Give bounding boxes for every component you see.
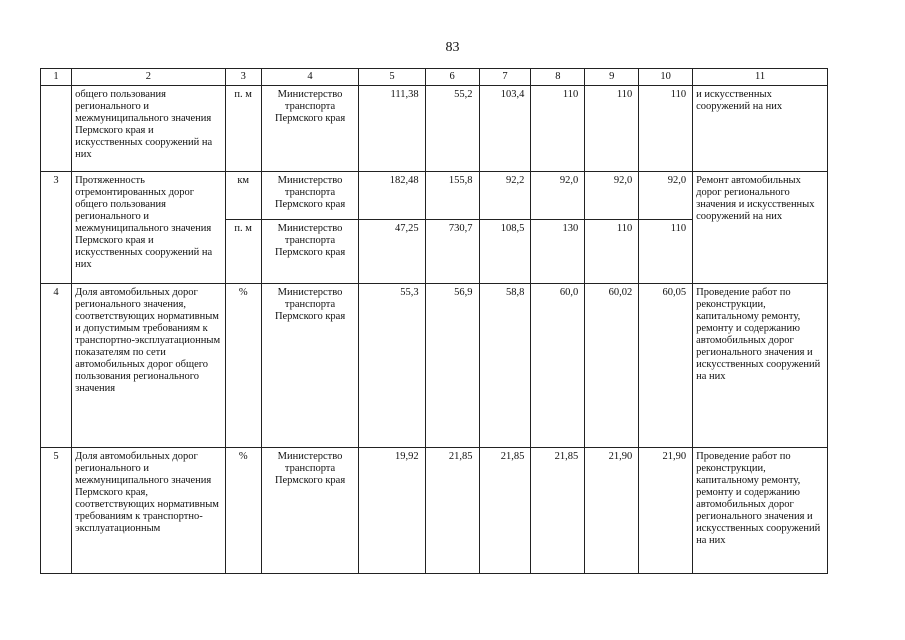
column-header: 10 <box>639 69 693 86</box>
value-col9: 60,02 <box>585 284 639 448</box>
unit: км <box>225 172 261 220</box>
unit: п. м <box>225 86 261 172</box>
value-col9: 110 <box>585 220 639 284</box>
column-header: 2 <box>72 69 225 86</box>
table-row <box>41 284 828 448</box>
value-col6: 55,2 <box>425 86 479 172</box>
column-header: 4 <box>261 69 358 86</box>
value-col7: 92,2 <box>479 172 531 220</box>
unit: % <box>225 284 261 448</box>
row-number <box>41 86 72 172</box>
measures-text: Проведение работ по реконструкции, капитальному ремонту, ремонту и содержанию автомобильных дорог регионального значения и искусственных сооружений на них <box>693 448 828 574</box>
value-col6: 56,9 <box>425 284 479 448</box>
value-col8: 21,85 <box>531 448 585 574</box>
value-col5: 111,38 <box>359 86 425 172</box>
value-col10: 110 <box>639 220 693 284</box>
value-col10: 60,05 <box>639 284 693 448</box>
measures-text: и искусственных сооружений на них <box>693 86 828 172</box>
value-col10: 92,0 <box>639 172 693 220</box>
responsible-body: Министерство транспорта Пермского края <box>261 220 358 284</box>
column-header: 3 <box>225 69 261 86</box>
column-header: 8 <box>531 69 585 86</box>
value-col5: 19,92 <box>359 448 425 574</box>
indicator-name: Доля автомобильных дорог регионального значения, соответствующих нормативным и допустимым требованиям к транспортно-эксплуатационным показателям по сети автомобильных дорог общего пользования регионального значения <box>72 284 225 448</box>
value-col5: 182,48 <box>359 172 425 220</box>
value-col9: 21,90 <box>585 448 639 574</box>
row-number: 5 <box>41 448 72 574</box>
value-col10: 21,90 <box>639 448 693 574</box>
value-col5: 47,25 <box>359 220 425 284</box>
indicator-name: Протяженность отремонтированных дорог общего пользования регионального и межмуниципального значения Пермского края и искусственных сооружений на них <box>72 172 225 284</box>
responsible-body: Министерство транспорта Пермского края <box>261 448 358 574</box>
value-col7: 21,85 <box>479 448 531 574</box>
responsible-body: Министерство транспорта Пермского края <box>261 172 358 220</box>
table-row <box>41 86 828 172</box>
row-number: 3 <box>41 172 72 284</box>
responsible-body: Министерство транспорта Пермского края <box>261 86 358 172</box>
value-col8: 130 <box>531 220 585 284</box>
measures-text: Проведение работ по реконструкции, капитальному ремонту, ремонту и содержанию автомобильных дорог регионального значения и искусственных сооружений на них <box>693 284 828 448</box>
column-header: 9 <box>585 69 639 86</box>
measures-text: Ремонт автомобильных дорог регионального значения и искусственных сооружений на них <box>693 172 828 284</box>
column-header: 6 <box>425 69 479 86</box>
column-header: 1 <box>41 69 72 86</box>
unit: п. м <box>225 220 261 284</box>
value-col9: 92,0 <box>585 172 639 220</box>
value-col10: 110 <box>639 86 693 172</box>
value-col9: 110 <box>585 86 639 172</box>
indicator-name: Доля автомобильных дорог регионального и межмуниципального значения Пермского края, соответствующих нормативным требованиям к транспортно-эксплуатационным <box>72 448 225 574</box>
responsible-body: Министерство транспорта Пермского края <box>261 284 358 448</box>
indicator-name: общего пользования регионального и межмуниципального значения Пермского края и искусственных сооружений на них <box>72 86 225 172</box>
column-header: 7 <box>479 69 531 86</box>
value-col6: 730,7 <box>425 220 479 284</box>
column-header-row <box>41 69 828 86</box>
value-col5: 55,3 <box>359 284 425 448</box>
page-number: 83 <box>445 40 460 55</box>
unit: % <box>225 448 261 574</box>
value-col6: 155,8 <box>425 172 479 220</box>
row-number: 4 <box>41 284 72 448</box>
column-header: 5 <box>359 69 425 86</box>
value-col8: 92,0 <box>531 172 585 220</box>
value-col7: 108,5 <box>479 220 531 284</box>
indicators-table <box>40 68 828 574</box>
column-header: 11 <box>693 69 828 86</box>
value-col7: 58,8 <box>479 284 531 448</box>
table-row <box>41 448 828 574</box>
value-col6: 21,85 <box>425 448 479 574</box>
table-row <box>41 172 828 220</box>
value-col7: 103,4 <box>479 86 531 172</box>
value-col8: 60,0 <box>531 284 585 448</box>
value-col8: 110 <box>531 86 585 172</box>
